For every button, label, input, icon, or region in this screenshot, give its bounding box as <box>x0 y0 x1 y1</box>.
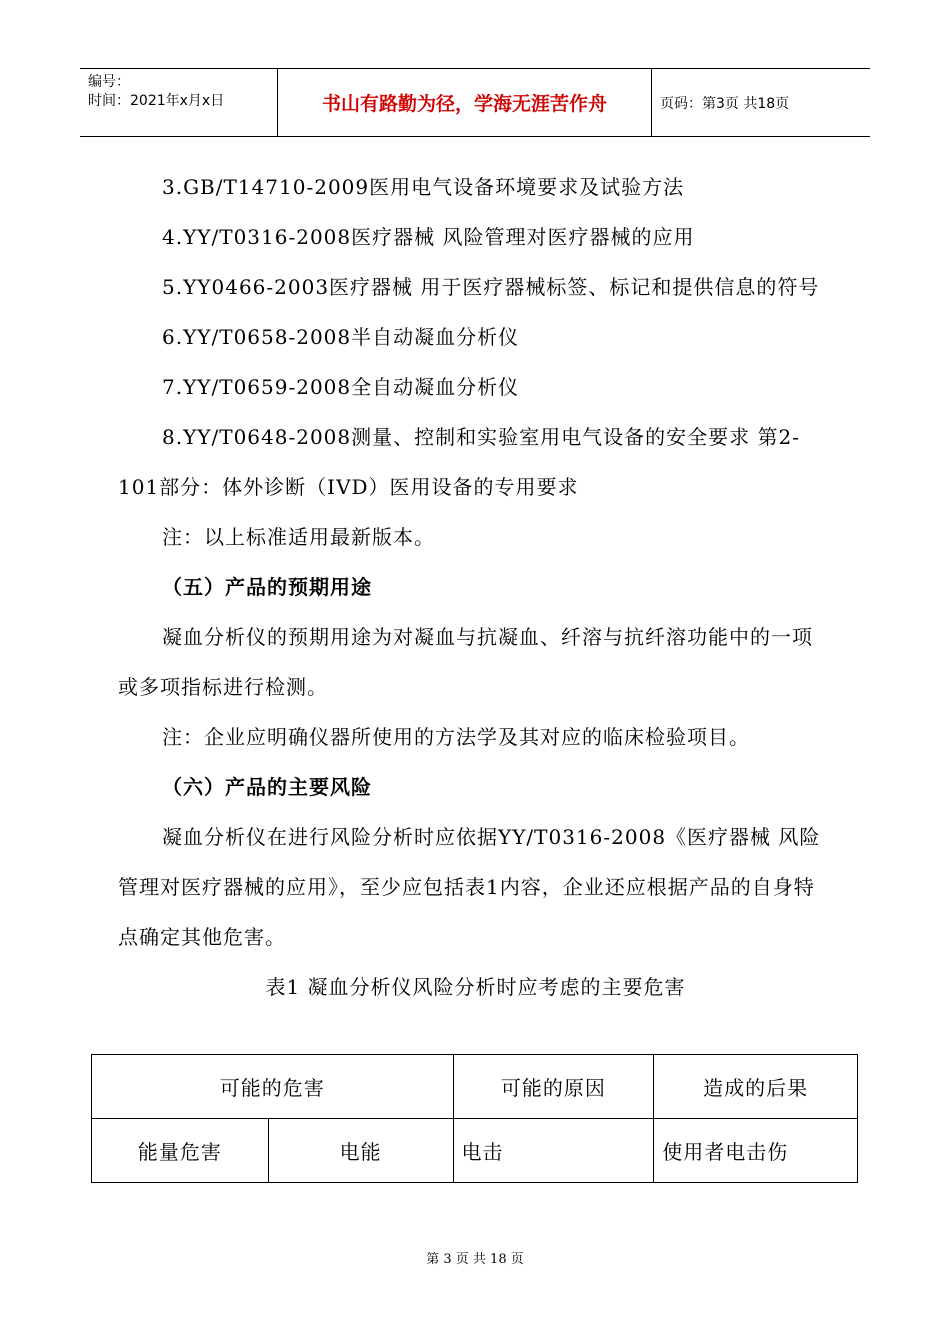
table-header-consequence: 造成的后果 <box>654 1055 858 1119</box>
header-meta <box>80 69 278 136</box>
table-cell-cause: 电击 <box>453 1119 654 1183</box>
header-page-info: 页码：第3页 共18页 <box>660 95 790 112</box>
table-header-hazard: 可能的危害 <box>92 1055 454 1119</box>
standard-item-8: 8.YY/T0648-2008测量、控制和实验室用电气设备的安全要求 第2-101部分：体外诊断（IVD）医用设备的专用要求 <box>118 425 800 499</box>
table-cell-consequence: 使用者电击伤 <box>654 1119 858 1183</box>
table-caption: 表1 凝血分析仪风险分析时应考虑的主要危害 <box>265 975 686 999</box>
table-header-row <box>92 1055 858 1119</box>
table-cell-hazard-category: 能量危害 <box>92 1119 269 1183</box>
standards-note: 注：以上标准适用最新版本。 <box>162 525 435 549</box>
document-body <box>118 162 833 1012</box>
table-header-cause: 可能的原因 <box>453 1055 654 1119</box>
section-heading-main-risks: （六）产品的主要风险 <box>162 775 372 799</box>
standard-item-7: 7.YY/T0659-2008全自动凝血分析仪 <box>162 375 520 399</box>
table-row <box>92 1119 858 1183</box>
main-risks-text: 凝血分析仪在进行风险分析时应依据YY/T0316-2008《医疗器械 风险管理对医疗器械的应用》，至少应包括表1内容，企业还应根据产品的自身特点确定其他危害。 <box>118 825 821 949</box>
standard-item-3: 3.GB/T14710-2009医用电气设备环境要求及试验方法 <box>162 175 685 199</box>
table-cell-hazard-type: 电能 <box>268 1119 453 1183</box>
intended-use-text: 凝血分析仪的预期用途为对凝血与抗凝血、纤溶与抗纤溶功能中的一项或多项指标进行检测。 <box>118 625 813 699</box>
section-heading-intended-use: （五）产品的预期用途 <box>162 575 372 599</box>
header-time: 时间：2021年x月x日 <box>88 93 225 109</box>
page-footer: 第 3 页 共 18 页 <box>426 1252 524 1267</box>
intended-use-note: 注：企业应明确仪器所使用的方法学及其对应的临床检验项目。 <box>162 725 750 749</box>
header-number: 编号： <box>88 74 130 90</box>
risk-table <box>91 1054 858 1183</box>
standard-item-6: 6.YY/T0658-2008半自动凝血分析仪 <box>162 325 520 349</box>
standard-item-4: 4.YY/T0316-2008医疗器械 风险管理对医疗器械的应用 <box>162 225 695 249</box>
header-motto: 书山有路勤为径，学海无涯苦作舟 <box>278 69 652 136</box>
standard-item-5: 5.YY0466-2003医疗器械 用于医疗器械标签、标记和提供信息的符号 <box>162 275 820 299</box>
page-header <box>80 68 870 137</box>
